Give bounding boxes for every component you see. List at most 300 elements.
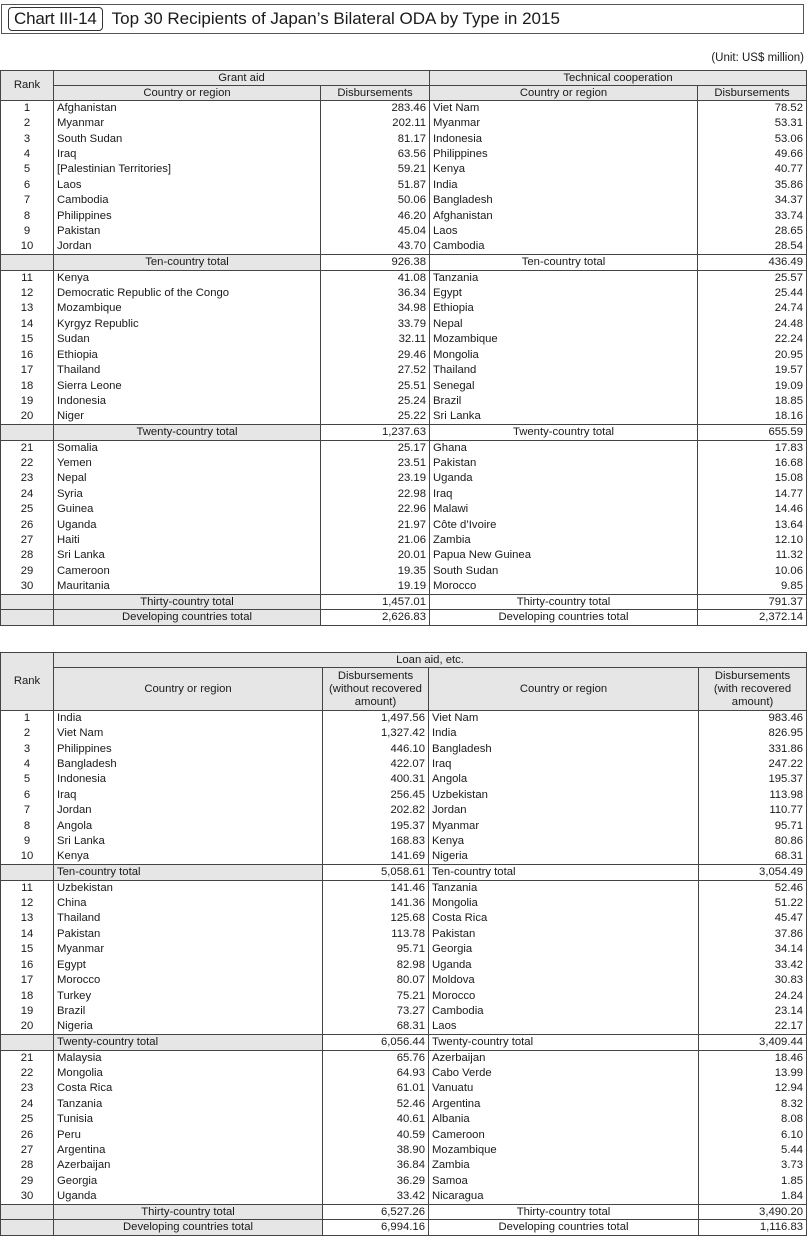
rank-cell <box>1 255 54 270</box>
rank-header: Rank <box>1 653 54 711</box>
value-cell: 25.22 <box>321 409 430 424</box>
country-cell: Thailand <box>54 363 321 378</box>
country-cell: Uganda <box>54 1189 323 1204</box>
value-cell: 40.77 <box>698 162 807 177</box>
country-cell: Bangladesh <box>429 741 699 756</box>
rank-cell: 9 <box>1 834 54 849</box>
subtotal-row <box>1 425 807 440</box>
country-header: Country or region <box>430 86 698 101</box>
value-cell: 37.86 <box>699 927 807 942</box>
value-cell: 22.98 <box>321 486 430 501</box>
country-cell: Indonesia <box>54 772 323 787</box>
value-cell: 113.78 <box>323 927 429 942</box>
table-row <box>1 409 807 424</box>
table-row <box>1 958 807 973</box>
value-cell: 331.86 <box>699 741 807 756</box>
rank-cell: 29 <box>1 564 54 579</box>
value-cell: 24.74 <box>698 301 807 316</box>
value-cell: 12.94 <box>699 1081 807 1096</box>
value-cell: 22.96 <box>321 502 430 517</box>
value-cell: 33.42 <box>323 1189 429 1204</box>
value-cell: 22.17 <box>699 1019 807 1034</box>
rank-cell: 12 <box>1 286 54 301</box>
total-value: 436.49 <box>698 255 807 270</box>
rank-cell: 23 <box>1 471 54 486</box>
total-value: 926.38 <box>321 255 430 270</box>
table-row <box>1 131 807 146</box>
country-cell: India <box>429 726 699 741</box>
rank-cell: 20 <box>1 409 54 424</box>
value-cell: 73.27 <box>323 1004 429 1019</box>
value-cell: 45.47 <box>699 911 807 926</box>
table-row <box>1 147 807 162</box>
rank-cell: 14 <box>1 927 54 942</box>
value-cell: 247.22 <box>699 757 807 772</box>
rank-cell: 27 <box>1 533 54 548</box>
rank-cell: 1 <box>1 101 54 116</box>
rank-cell: 25 <box>1 502 54 517</box>
rank-cell <box>1 595 54 610</box>
subtotal-row <box>1 595 807 610</box>
rank-cell: 19 <box>1 1004 54 1019</box>
country-cell: Sri Lanka <box>54 548 321 563</box>
value-cell: 283.46 <box>321 101 430 116</box>
rank-cell: 4 <box>1 147 54 162</box>
total-label: Developing countries total <box>54 1220 323 1235</box>
rank-cell: 4 <box>1 757 54 772</box>
value-cell: 400.31 <box>323 772 429 787</box>
table-row <box>1 378 807 393</box>
rank-cell: 13 <box>1 911 54 926</box>
total-label: Thirty-country total <box>54 1205 323 1220</box>
rank-cell: 16 <box>1 348 54 363</box>
table-row <box>1 471 807 486</box>
table-row <box>1 317 807 332</box>
rank-cell: 30 <box>1 579 54 594</box>
country-cell: Iraq <box>54 147 321 162</box>
chart-title-box <box>1 4 804 34</box>
rank-cell: 8 <box>1 819 54 834</box>
value-cell: 64.93 <box>323 1066 429 1081</box>
rank-cell: 9 <box>1 224 54 239</box>
value-cell: 16.68 <box>698 456 807 471</box>
table-row <box>1 1189 807 1204</box>
value-cell: 125.68 <box>323 911 429 926</box>
country-cell: Georgia <box>429 942 699 957</box>
table-row <box>1 1158 807 1173</box>
disbursements-with-recovered-header <box>699 668 807 711</box>
rank-cell: 25 <box>1 1112 54 1127</box>
country-cell: Samoa <box>429 1174 699 1189</box>
country-cell: Thailand <box>430 363 698 378</box>
country-cell: Angola <box>429 772 699 787</box>
country-cell: Ghana <box>430 440 698 455</box>
value-cell: 110.77 <box>699 803 807 818</box>
rank-cell: 8 <box>1 209 54 224</box>
value-cell: 33.79 <box>321 317 430 332</box>
table-row <box>1 178 807 193</box>
rank-cell <box>1 865 54 880</box>
value-cell: 68.31 <box>699 849 807 864</box>
country-cell: Uganda <box>54 517 321 532</box>
rank-cell: 26 <box>1 1127 54 1142</box>
country-header: Country or region <box>54 86 321 101</box>
value-cell: 256.45 <box>323 788 429 803</box>
grant-aid-header: Grant aid <box>54 71 430 86</box>
country-cell: Democratic Republic of the Congo <box>54 286 321 301</box>
country-cell: Zambia <box>429 1158 699 1173</box>
country-cell: Nepal <box>430 317 698 332</box>
value-cell: 8.08 <box>699 1112 807 1127</box>
country-cell: Georgia <box>54 1174 323 1189</box>
disbursements-header: Disbursements <box>698 86 807 101</box>
loan-aid-table <box>0 652 807 1236</box>
total-value: 3,054.49 <box>699 865 807 880</box>
value-cell: 1.84 <box>699 1189 807 1204</box>
value-cell: 61.01 <box>323 1081 429 1096</box>
rank-cell: 24 <box>1 1096 54 1111</box>
value-cell: 36.34 <box>321 286 430 301</box>
country-cell: Thailand <box>54 911 323 926</box>
value-cell: 20.95 <box>698 348 807 363</box>
country-cell: Brazil <box>430 394 698 409</box>
technical-cooperation-header: Technical cooperation <box>430 71 807 86</box>
value-cell: 40.61 <box>323 1112 429 1127</box>
table-row <box>1 726 807 741</box>
country-cell: Tanzania <box>54 1096 323 1111</box>
rank-cell: 19 <box>1 394 54 409</box>
country-cell: Viet Nam <box>54 726 323 741</box>
rank-cell: 5 <box>1 162 54 177</box>
rank-cell: 6 <box>1 788 54 803</box>
country-cell: Azerbaijan <box>54 1158 323 1173</box>
rank-cell: 15 <box>1 942 54 957</box>
rank-cell: 24 <box>1 486 54 501</box>
value-cell: 12.10 <box>698 533 807 548</box>
value-cell: 141.36 <box>323 896 429 911</box>
country-cell: Mozambique <box>429 1143 699 1158</box>
rank-cell: 28 <box>1 1158 54 1173</box>
value-cell: 51.22 <box>699 896 807 911</box>
total-value: 655.59 <box>698 425 807 440</box>
value-cell: 34.14 <box>699 942 807 957</box>
country-cell: Côte d’Ivoire <box>430 517 698 532</box>
country-cell: Mongolia <box>429 896 699 911</box>
rank-cell: 23 <box>1 1081 54 1096</box>
total-label: Ten-country total <box>429 865 699 880</box>
value-cell: 43.70 <box>321 239 430 254</box>
table-row <box>1 1066 807 1081</box>
country-cell: Tanzania <box>429 880 699 895</box>
value-cell: 983.46 <box>699 711 807 726</box>
value-cell: 446.10 <box>323 741 429 756</box>
rank-cell: 7 <box>1 193 54 208</box>
country-cell: Sri Lanka <box>54 834 323 849</box>
country-cell: Mozambique <box>54 301 321 316</box>
rank-cell: 11 <box>1 880 54 895</box>
rank-cell: 26 <box>1 517 54 532</box>
developing-total-row <box>1 1220 807 1235</box>
value-cell: 46.20 <box>321 209 430 224</box>
table-row <box>1 1127 807 1142</box>
rank-cell: 18 <box>1 378 54 393</box>
rank-header: Rank <box>1 71 54 101</box>
rank-cell: 17 <box>1 973 54 988</box>
header-line: amount) <box>354 695 397 708</box>
country-cell: Sierra Leone <box>54 378 321 393</box>
country-cell: Laos <box>430 224 698 239</box>
country-cell: Viet Nam <box>429 711 699 726</box>
subtotal-row <box>1 255 807 270</box>
country-cell: Somalia <box>54 440 321 455</box>
country-cell: Pakistan <box>430 456 698 471</box>
value-cell: 19.57 <box>698 363 807 378</box>
value-cell: 35.86 <box>698 178 807 193</box>
rank-cell: 21 <box>1 440 54 455</box>
country-cell: Kenya <box>54 270 321 285</box>
value-cell: 36.29 <box>323 1174 429 1189</box>
disbursements-without-recovered-header <box>323 668 429 711</box>
country-cell: Vanuatu <box>429 1081 699 1096</box>
value-cell: 15.08 <box>698 471 807 486</box>
value-cell: 24.24 <box>699 988 807 1003</box>
country-cell: [Palestinian Territories] <box>54 162 321 177</box>
total-value: 6,056.44 <box>323 1035 429 1050</box>
country-cell: Yemen <box>54 456 321 471</box>
country-cell: Malaysia <box>54 1050 323 1065</box>
country-cell: Nepal <box>54 471 321 486</box>
table-row <box>1 286 807 301</box>
country-cell: Myanmar <box>430 116 698 131</box>
table-row <box>1 896 807 911</box>
chart-number: Chart III-14 <box>8 7 103 31</box>
value-cell: 422.07 <box>323 757 429 772</box>
table-row <box>1 456 807 471</box>
country-cell: Costa Rica <box>54 1081 323 1096</box>
value-cell: 14.77 <box>698 486 807 501</box>
value-cell: 28.65 <box>698 224 807 239</box>
value-cell: 24.48 <box>698 317 807 332</box>
country-cell: Cambodia <box>429 1004 699 1019</box>
value-cell: 95.71 <box>699 819 807 834</box>
value-cell: 8.32 <box>699 1096 807 1111</box>
total-value: 5,058.61 <box>323 865 429 880</box>
value-cell: 80.07 <box>323 973 429 988</box>
value-cell: 52.46 <box>699 880 807 895</box>
rank-cell: 27 <box>1 1143 54 1158</box>
table-row <box>1 819 807 834</box>
value-cell: 1,327.42 <box>323 726 429 741</box>
value-cell: 34.37 <box>698 193 807 208</box>
value-cell: 141.46 <box>323 880 429 895</box>
country-cell: Kenya <box>54 849 323 864</box>
table-row <box>1 741 807 756</box>
country-cell: Niger <box>54 409 321 424</box>
rank-cell: 21 <box>1 1050 54 1065</box>
value-cell: 52.46 <box>323 1096 429 1111</box>
rank-cell: 2 <box>1 116 54 131</box>
table-row <box>1 757 807 772</box>
total-value: 1,457.01 <box>321 595 430 610</box>
total-value: 3,409.44 <box>699 1035 807 1050</box>
rank-cell: 7 <box>1 803 54 818</box>
table-row <box>1 579 807 594</box>
value-cell: 45.04 <box>321 224 430 239</box>
value-cell: 826.95 <box>699 726 807 741</box>
table-row <box>1 162 807 177</box>
country-cell: Syria <box>54 486 321 501</box>
value-cell: 19.19 <box>321 579 430 594</box>
country-cell: Mauritania <box>54 579 321 594</box>
value-cell: 41.08 <box>321 270 430 285</box>
table-row <box>1 348 807 363</box>
country-header: Country or region <box>429 668 699 711</box>
country-cell: Indonesia <box>54 394 321 409</box>
country-cell: Argentina <box>54 1143 323 1158</box>
country-cell: Cameroon <box>429 1127 699 1142</box>
value-cell: 23.14 <box>699 1004 807 1019</box>
rank-cell: 30 <box>1 1189 54 1204</box>
country-cell: Angola <box>54 819 323 834</box>
rank-cell <box>1 1220 54 1235</box>
country-cell: Philippines <box>54 209 321 224</box>
total-label: Ten-country total <box>54 865 323 880</box>
country-cell: Philippines <box>430 147 698 162</box>
value-cell: 34.98 <box>321 301 430 316</box>
country-cell: Laos <box>54 178 321 193</box>
country-cell: Morocco <box>54 973 323 988</box>
country-cell: Costa Rica <box>429 911 699 926</box>
value-cell: 33.42 <box>699 958 807 973</box>
table-row <box>1 834 807 849</box>
value-cell: 95.71 <box>323 942 429 957</box>
country-cell: Bangladesh <box>54 757 323 772</box>
value-cell: 5.44 <box>699 1143 807 1158</box>
value-cell: 51.87 <box>321 178 430 193</box>
country-cell: Jordan <box>429 803 699 818</box>
country-cell: India <box>54 711 323 726</box>
country-cell: Ethiopia <box>430 301 698 316</box>
table-row <box>1 209 807 224</box>
country-cell: Turkey <box>54 988 323 1003</box>
country-cell: Mongolia <box>54 1066 323 1081</box>
table-row <box>1 1143 807 1158</box>
total-value: 2,626.83 <box>321 610 430 625</box>
value-cell: 65.76 <box>323 1050 429 1065</box>
value-cell: 9.85 <box>698 579 807 594</box>
country-cell: Papua New Guinea <box>430 548 698 563</box>
rank-cell: 14 <box>1 317 54 332</box>
value-cell: 25.51 <box>321 378 430 393</box>
value-cell: 80.86 <box>699 834 807 849</box>
country-header: Country or region <box>54 668 323 711</box>
table-row <box>1 942 807 957</box>
table-row <box>1 788 807 803</box>
country-cell: Pakistan <box>429 927 699 942</box>
rank-cell: 15 <box>1 332 54 347</box>
country-cell: Egypt <box>54 958 323 973</box>
country-cell: Guinea <box>54 502 321 517</box>
header-line: Disbursements <box>337 669 414 682</box>
rank-cell <box>1 610 54 625</box>
table-row <box>1 301 807 316</box>
value-cell: 13.99 <box>699 1066 807 1081</box>
table-row <box>1 988 807 1003</box>
total-value: 1,237.63 <box>321 425 430 440</box>
country-cell: Brazil <box>54 1004 323 1019</box>
country-cell: Azerbaijan <box>429 1050 699 1065</box>
rank-cell: 18 <box>1 988 54 1003</box>
value-cell: 25.24 <box>321 394 430 409</box>
developing-total-row <box>1 610 807 625</box>
country-cell: Mozambique <box>430 332 698 347</box>
total-value: 791.37 <box>698 595 807 610</box>
value-cell: 53.31 <box>698 116 807 131</box>
country-cell: Uganda <box>429 958 699 973</box>
rank-cell: 20 <box>1 1019 54 1034</box>
table-row <box>1 564 807 579</box>
value-cell: 28.54 <box>698 239 807 254</box>
table-row <box>1 270 807 285</box>
subtotal-row <box>1 1205 807 1220</box>
rank-cell: 1 <box>1 711 54 726</box>
rank-cell: 3 <box>1 741 54 756</box>
country-cell: South Sudan <box>430 564 698 579</box>
table-row <box>1 517 807 532</box>
total-value: 3,490.20 <box>699 1205 807 1220</box>
rank-cell: 3 <box>1 131 54 146</box>
country-cell: Bangladesh <box>430 193 698 208</box>
table-row <box>1 1174 807 1189</box>
value-cell: 50.06 <box>321 193 430 208</box>
country-cell: Iraq <box>429 757 699 772</box>
value-cell: 27.52 <box>321 363 430 378</box>
value-cell: 14.46 <box>698 502 807 517</box>
country-cell: Cabo Verde <box>429 1066 699 1081</box>
value-cell: 40.59 <box>323 1127 429 1142</box>
value-cell: 25.44 <box>698 286 807 301</box>
total-label: Thirty-country total <box>430 595 698 610</box>
loan-aid-header: Loan aid, etc. <box>54 653 807 668</box>
country-cell: Albania <box>429 1112 699 1127</box>
country-cell: China <box>54 896 323 911</box>
grant-technical-table <box>0 70 807 626</box>
disbursements-header: Disbursements <box>321 86 430 101</box>
table-row <box>1 911 807 926</box>
country-cell: Tanzania <box>430 270 698 285</box>
total-label: Thirty-country total <box>54 595 321 610</box>
header-line: Disbursements <box>714 669 791 682</box>
table-row <box>1 772 807 787</box>
country-cell: Morocco <box>429 988 699 1003</box>
value-cell: 10.06 <box>698 564 807 579</box>
country-cell: Nicaragua <box>429 1189 699 1204</box>
country-cell: Nigeria <box>54 1019 323 1034</box>
value-cell: 202.11 <box>321 116 430 131</box>
table-row <box>1 1019 807 1034</box>
header-line: amount) <box>731 695 774 708</box>
rank-cell <box>1 1205 54 1220</box>
page-title: Top 30 Recipients of Japan’s Bilateral ODA by Type in 2015 <box>111 9 560 28</box>
country-cell: South Sudan <box>54 131 321 146</box>
country-cell: Pakistan <box>54 224 321 239</box>
value-cell: 82.98 <box>323 958 429 973</box>
value-cell: 59.21 <box>321 162 430 177</box>
value-cell: 1.85 <box>699 1174 807 1189</box>
table-row <box>1 332 807 347</box>
rank-cell: 28 <box>1 548 54 563</box>
value-cell: 168.83 <box>323 834 429 849</box>
